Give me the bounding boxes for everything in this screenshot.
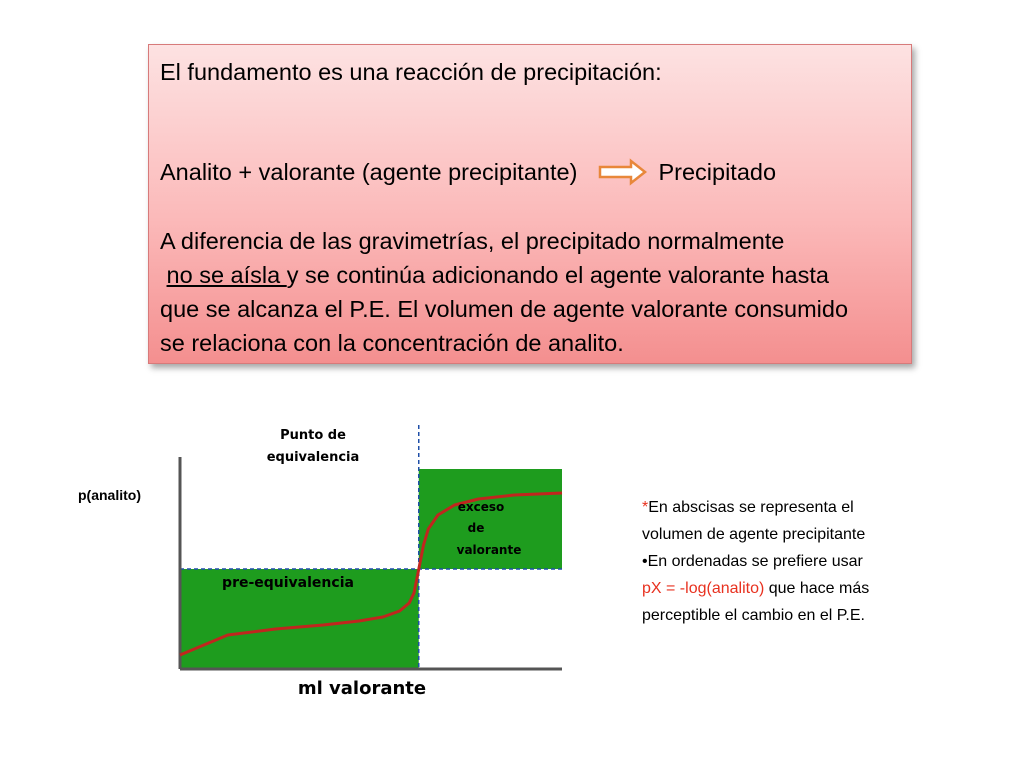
para-line-2-rest: y se continúa adicionando el agente valorante hasta — [286, 262, 829, 288]
para-line-3: que se alcanza el P.E. El volumen de agente valorante consumido — [160, 296, 849, 322]
chart-title-line-2: equivalencia — [266, 450, 360, 465]
product-text: Precipitado — [658, 159, 777, 185]
formula-text: pX = -log(analito) — [642, 580, 765, 597]
excess-label-2: de — [467, 521, 485, 535]
note-2a: •En ordenadas se prefiere usar — [642, 553, 863, 570]
excess-label-3: valorante — [456, 543, 522, 557]
right-arrow-icon — [598, 158, 648, 186]
intro-line: El fundamento es una reacción de precipitación: — [160, 59, 662, 85]
reactants-text: Analito + valorante (agente precipitante) — [160, 159, 578, 185]
chart-title-line-1: Punto de — [280, 428, 346, 443]
underlined-text: no se aísla — [166, 262, 287, 288]
notes-block — [642, 494, 1002, 629]
note-star: * — [642, 499, 649, 516]
pre-equivalence-label: pre-equivalencia — [222, 575, 354, 591]
note-2c: perceptible el cambio en el P.E. — [642, 607, 865, 624]
note-1b: volumen de agente precipitante — [642, 526, 866, 543]
excess-label-1: exceso — [457, 500, 505, 514]
reaction-line — [160, 155, 776, 189]
note-2b-text: que hace más — [764, 580, 870, 597]
para-line-1: A diferencia de las gravimetrías, el precipitado normalmente — [160, 228, 785, 254]
info-box — [148, 44, 912, 364]
note-1a — [642, 494, 1002, 521]
note-1a-text: En abscisas se representa el — [648, 499, 854, 516]
titration-chart — [165, 405, 573, 701]
para-line-4: se relaciona con la concentración de analito. — [160, 330, 624, 356]
x-axis-label: ml valorante — [297, 678, 427, 699]
para-line-2 — [160, 258, 829, 292]
note-2b — [642, 575, 1002, 602]
y-axis-label: p(analito) — [78, 487, 141, 503]
chart-svg — [165, 405, 573, 701]
